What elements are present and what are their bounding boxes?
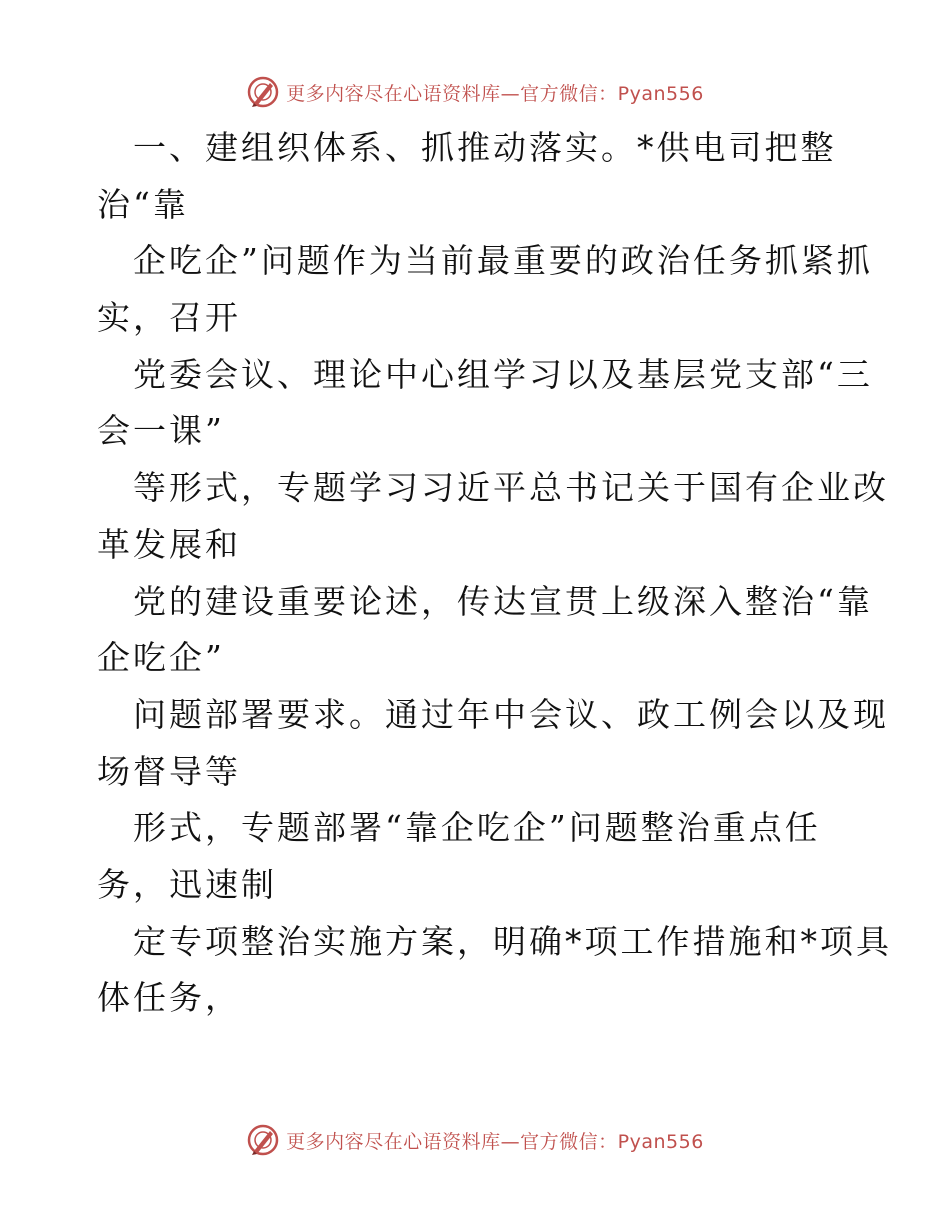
body-line: 场督导等 xyxy=(97,751,241,791)
body-line: 实，召开 xyxy=(97,298,241,338)
body-line: 党的建设重要论述，传达宣贯上级深入整治“靠 xyxy=(133,581,873,621)
body-line: 革发展和 xyxy=(97,524,241,564)
watermark-text: 更多内容尽在心语资料库—官方微信：Pyan556 xyxy=(286,82,704,105)
document-body xyxy=(97,120,892,1027)
body-line: 企吃企”问题作为当前最重要的政治任务抓紧抓 xyxy=(133,241,873,281)
footer-watermark xyxy=(0,1120,950,1160)
body-line: 企吃企” xyxy=(97,638,225,678)
body-line: 体任务， xyxy=(97,978,241,1018)
body-line: 务，迅速制 xyxy=(97,864,277,904)
watermark-text: 更多内容尽在心语资料库—官方微信：Pyan556 xyxy=(286,1130,704,1153)
body-line: 一、建组织体系、抓推动落实。*供电司把整 xyxy=(133,128,837,167)
body-line: 问题部署要求。通过年中会议、政工例会以及现 xyxy=(133,694,889,734)
body-line: 治“靠 xyxy=(97,184,189,224)
header-watermark xyxy=(0,72,950,112)
body-line: 党委会议、理论中心组学习以及基层党支部“三 xyxy=(133,354,873,394)
pen-logo-icon xyxy=(246,1123,280,1157)
body-line: 定专项整治实施方案，明确*项工作措施和*项具 xyxy=(133,921,892,961)
body-line: 等形式，专题学习习近平总书记关于国有企业改 xyxy=(133,468,889,508)
body-line: 会一课” xyxy=(97,411,225,451)
body-line: 形式，专题部署“靠企吃企”问题整治重点任 xyxy=(133,808,821,848)
pen-logo-icon xyxy=(246,75,280,109)
